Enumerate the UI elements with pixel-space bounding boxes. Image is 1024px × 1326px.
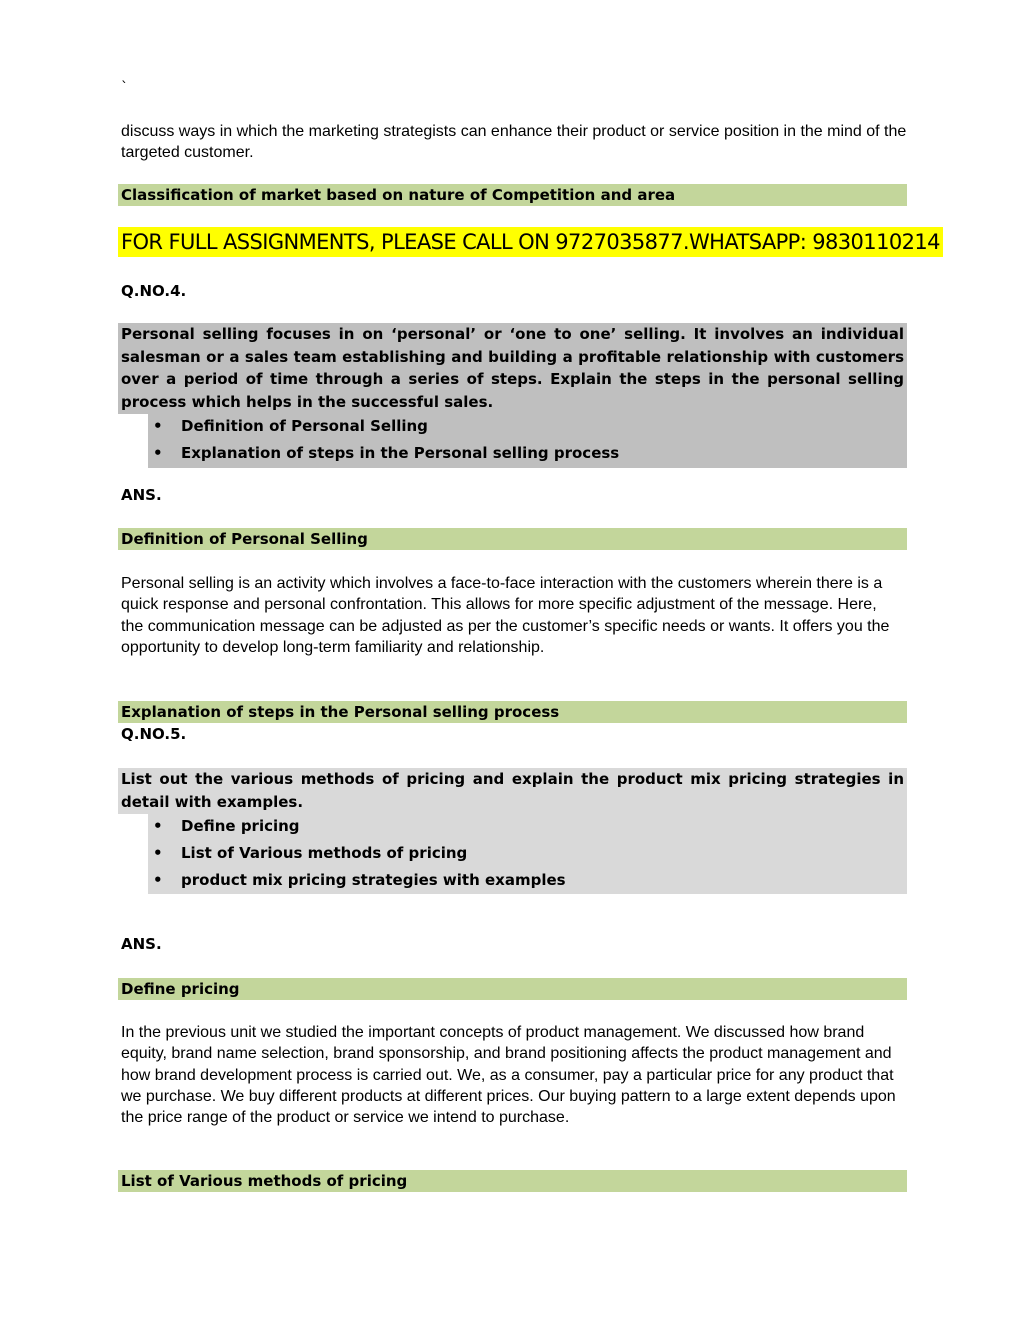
tick-mark: ` — [121, 80, 128, 96]
answer-label-5: ANS. — [121, 935, 162, 953]
bullet-icon: • — [153, 444, 163, 462]
q4-bullet-label: Explanation of steps in the Personal selling process — [181, 444, 620, 462]
q4-bullet-item — [148, 413, 907, 440]
answer-label-4: ANS. — [121, 486, 162, 504]
question-number-5: Q.NO.5. — [121, 725, 187, 743]
q5-bullet-item — [148, 813, 907, 840]
definition-heading: Definition of Personal Selling — [118, 528, 907, 550]
question-4-text: Personal selling focuses in on ‘personal’ or ‘one to one’ selling. It involves an individual salesman or a sales team establishing and building a profitable relationship with customers over a period of time through a series of steps. Explain the steps in the personal selling process which helps in the successful sales. — [118, 323, 907, 414]
q5-bullet-item — [148, 867, 907, 894]
q5-bullet-label: product mix pricing strategies with examples — [181, 871, 566, 889]
bullet-icon: • — [153, 844, 163, 862]
q5-bullet-label: Define pricing — [181, 817, 300, 835]
pricing-paragraph: In the previous unit we studied the important concepts of product management. We discussed how brand equity, brand name selection, brand sponsorship, and brand positioning affects the product management and how brand development process is carried out. We, as a consumer, pay a particular price for any product that we purchase. We buy different products at different prices. Our buying pattern to a large extent depends upon the price range of the product or service we intend to purchase. — [121, 1024, 896, 1127]
q4-bullet-label: Definition of Personal Selling — [181, 417, 428, 435]
question-5-text: List out the various methods of pricing and explain the product mix pricing strategies in detail with examples. — [118, 768, 907, 814]
question-number-4: Q.NO.4. — [121, 282, 187, 300]
q5-bullet-item — [148, 840, 907, 867]
definition-paragraph: Personal selling is an activity which involves a face-to-face interaction with the customers wherein there is a quick response and personal confrontation. This allows for more specific adjustment of the message. Here, the communication message can be adjusted as per the customer’s specific needs or wants. It offers you the opportunity to develop long-term familiarity and relationship. — [121, 575, 890, 656]
bullet-icon: • — [153, 417, 163, 435]
classification-heading: Classification of market based on nature of Competition and area — [118, 184, 907, 206]
steps-heading: Explanation of steps in the Personal selling process — [118, 701, 907, 723]
bullet-icon: • — [153, 871, 163, 889]
methods-heading: List of Various methods of pricing — [118, 1170, 907, 1192]
define-pricing-heading: Define pricing — [118, 978, 907, 1000]
bullet-icon: • — [153, 817, 163, 835]
promo-banner: FOR FULL ASSIGNMENTS, PLEASE CALL ON 9727035877.WHATSAPP: 9830110214 — [118, 227, 943, 257]
q4-bullet-item — [148, 440, 907, 468]
q5-bullet-label: List of Various methods of pricing — [181, 844, 468, 862]
intro-paragraph: discuss ways in which the marketing strategists can enhance their product or service position in the mind of the targeted customer. — [121, 123, 907, 162]
